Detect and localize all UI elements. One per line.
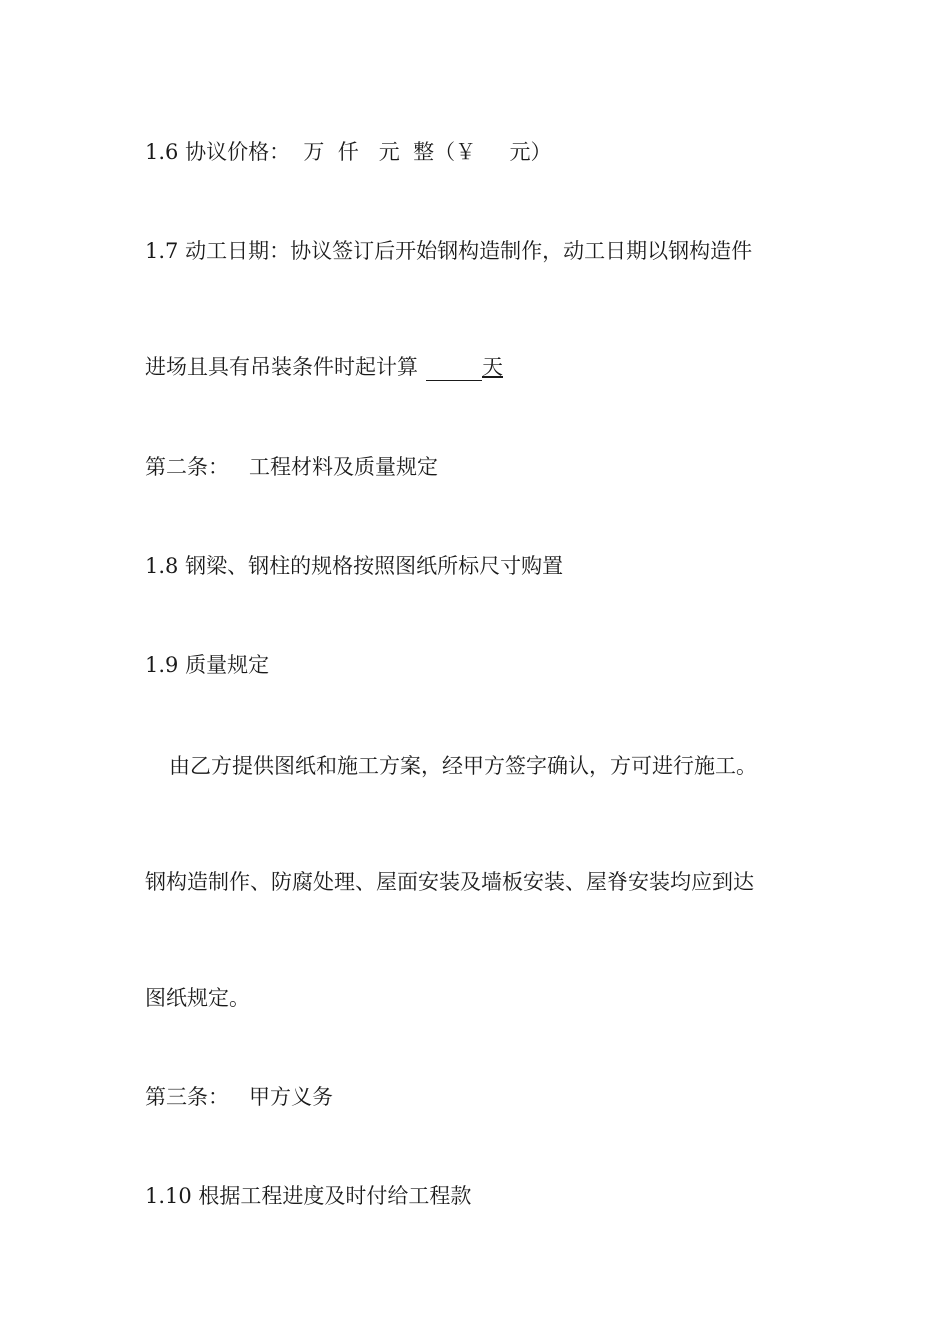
quality-paragraph-3: 图纸规定。 — [145, 986, 250, 1010]
days-unit: 天 — [482, 355, 503, 379]
clause-1-7-continuation-text: 进场且具有吊装条件时起计算 — [145, 355, 418, 379]
article-2-heading: 第二条： 工程材料及质量规定 — [145, 455, 439, 479]
clause-1-7-continuation — [145, 353, 503, 381]
clause-1-8-specs: 1.8 钢梁、钢柱的规格按照图纸所标尺寸购置 — [145, 554, 564, 578]
clause-1-10-payment: 1.10 根据工程进度及时付给工程款 — [145, 1184, 472, 1208]
days-blank — [426, 358, 482, 381]
quality-paragraph-1: 由乙方提供图纸和施工方案，经甲方签字确认，方可进行施工。 — [169, 754, 757, 778]
clause-1-7-start-date: 1.7 动工日期：协议签订后开始钢构造制作，动工日期以钢构造件 — [145, 239, 753, 263]
clause-1-6-price: 1.6 协议价格： 万 仟 元 整（￥ 元） — [145, 140, 552, 164]
clause-1-9-quality: 1.9 质量规定 — [145, 653, 270, 677]
article-3-heading: 第三条： 甲方义务 — [145, 1085, 334, 1109]
quality-paragraph-2: 钢构造制作、防腐处理、屋面安装及墙板安装、屋脊安装均应到达 — [145, 870, 754, 894]
